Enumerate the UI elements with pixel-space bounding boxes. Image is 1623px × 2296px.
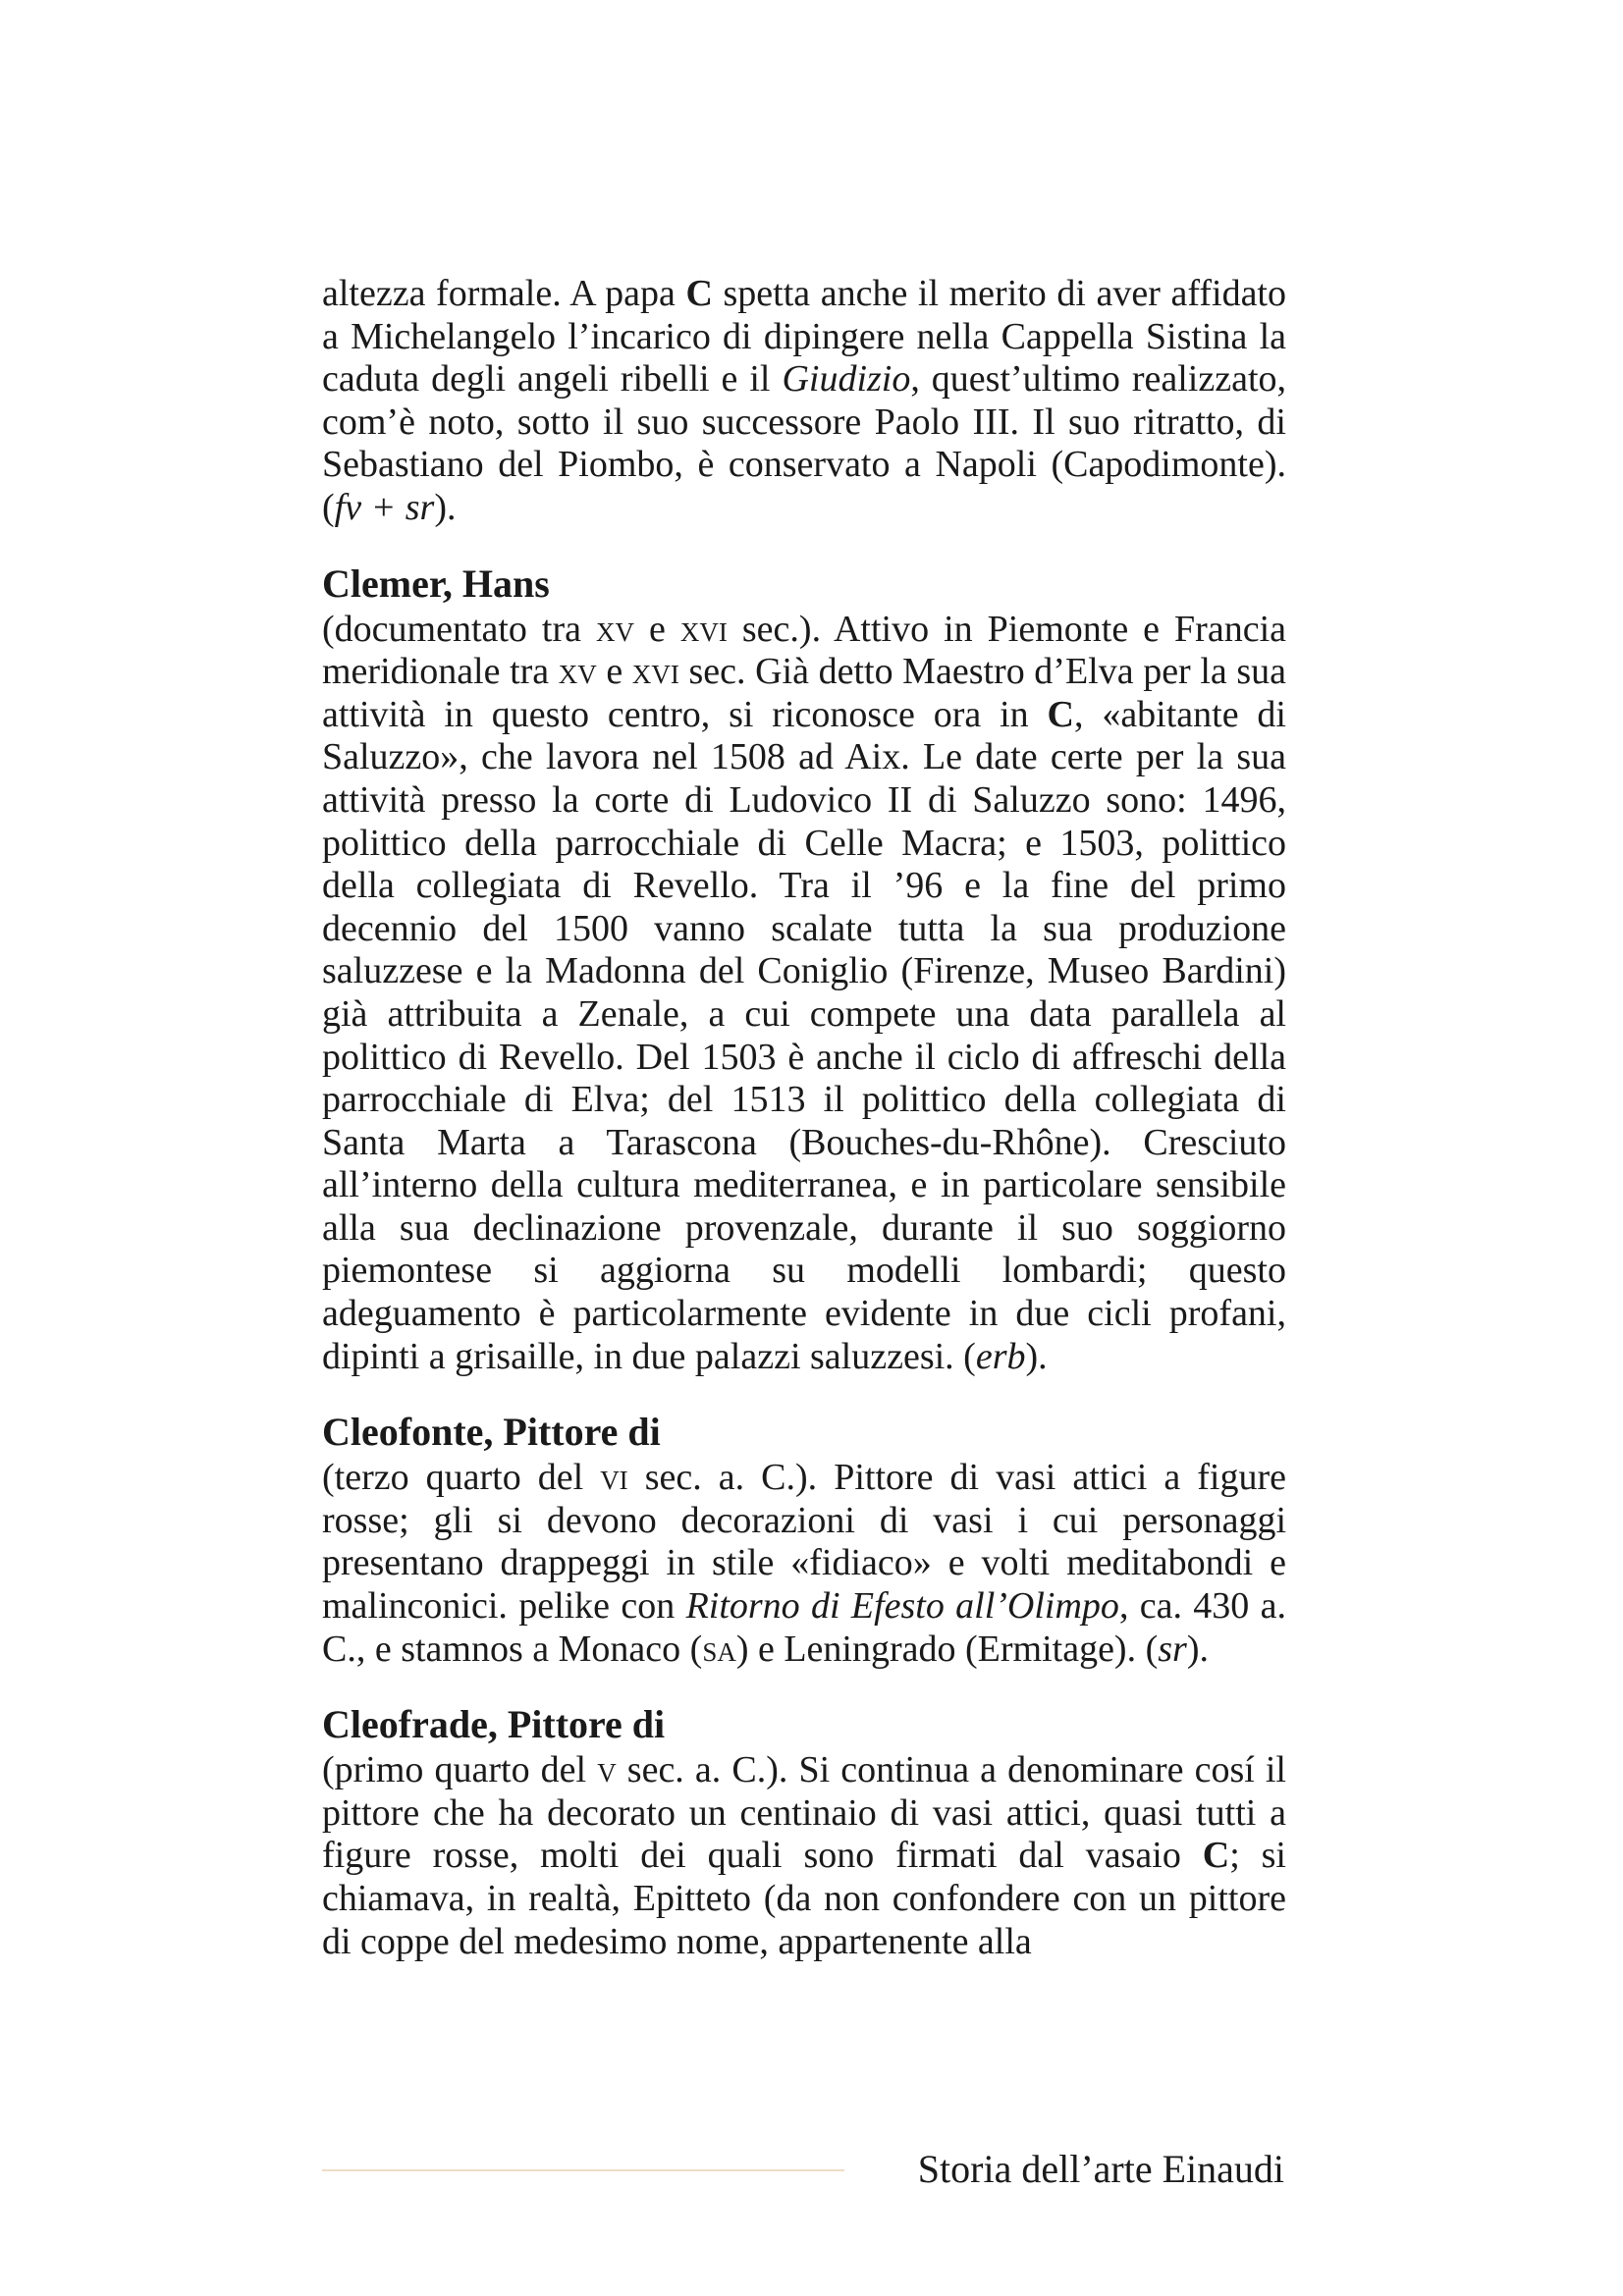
text-run: ; si chiamava, in realtà, Epitteto (da non confondere con un pittore di coppe del medesimo nome, appartenente alla bbox=[322, 1835, 1286, 1962]
italic-run: Ritorno di Efesto all’Olimpo bbox=[685, 1585, 1119, 1628]
entry-title-cleofrade: Cleofrade, Pittore di bbox=[322, 1702, 666, 1747]
century-numeral: xvi bbox=[631, 651, 679, 693]
text-run: e bbox=[634, 608, 680, 650]
entry-body-cleofrade bbox=[322, 1749, 1286, 1963]
century-numeral: v bbox=[597, 1749, 617, 1791]
text-run: sec. a. C.). Si continua a denominare cosí il pittore che ha decorato un centinaio di vasi attici, quasi tutti a figure rosse, molti dei quali sono firmati dal vasaio bbox=[322, 1749, 1286, 1877]
author-initials: fv + sr bbox=[334, 486, 435, 528]
author-initials: erb bbox=[975, 1335, 1026, 1377]
text-run: , quest’ultimo realizzato, com’è noto, sotto il suo successore Paolo III. Il suo ritratto, di Sebastiano del Piombo, è conservato a Napoli (Capodimonte). ( bbox=[322, 358, 1287, 528]
bold-run: C bbox=[685, 273, 713, 314]
page-body bbox=[322, 273, 1286, 1963]
text-run: e bbox=[596, 651, 632, 693]
text-run: sec. a. C.). Pittore di vasi attici a figure rosse; gli si devono decorazioni di vasi i cui personaggi presentano drappeggi in stile «fidiaco» e volti meditabondi e malinconici. pelike con bbox=[322, 1457, 1286, 1628]
text-run: , «abitante di Saluzzo», che lavora nel 1508 ad Aix. Le date certe per la sua attività presso la corte di Ludovico II di Saluzzo sono: 1496, polittico della parrocchiale di Celle Macra; e 1503, polittico della collegiata di Revello. Tra il ’96 e la fine del primo decennio del 1500 vanno scalate tutta la sua produzione saluzzese e la Madonna del Coniglio (Firenze, Museo Bardini) già attribuita a Zenale, a cui compete una data parallela al polittico di Revello. Del 1503 è anche il ciclo di affreschi della parrocchiale di Elva; del 1513 il polittico della collegiata di Santa Marta a Tarascona (Bouches-du-Rhône). Cresciuto all’interno della cultura mediterranea, e in particolare sensibile alla sua declinazione provenzale, durante il suo soggiorno piemontese si aggiorna su modelli lombardi; questo adeguamento è particolarmente evidente in due cicli profani, dipinti a grisaille, in due palazzi saluzzesi. ( bbox=[322, 693, 1286, 1377]
entry-body-cleofonte bbox=[322, 1457, 1286, 1671]
text-run: ). bbox=[1025, 1335, 1048, 1377]
text-run: ). bbox=[434, 486, 457, 528]
text-run: , ca. 430 a. C., e stamnos a Monaco ( bbox=[322, 1585, 1286, 1670]
text-run: sec.). Attivo in Piemonte e Francia meridionale tra bbox=[322, 608, 1286, 693]
text-run: (primo quarto del bbox=[322, 1749, 598, 1791]
century-numeral: xv bbox=[558, 651, 597, 693]
entry-body-clemer bbox=[322, 609, 1286, 1379]
century-numeral: xv bbox=[596, 608, 635, 650]
museum-abbreviation: sa bbox=[702, 1628, 736, 1670]
continuation-paragraph bbox=[322, 273, 1286, 530]
century-numeral: vi bbox=[600, 1457, 628, 1499]
text-run: sec. Già detto Maestro d’Elva per la sua attività in questo centro, si riconosce ora in bbox=[322, 651, 1287, 735]
text-run: (terzo quarto del bbox=[322, 1457, 601, 1499]
footer-publisher: Storia dell’arte Einaudi bbox=[917, 2147, 1284, 2191]
entry-title-cleofonte: Cleofonte, Pittore di bbox=[322, 1410, 661, 1455]
text-run: altezza formale. A papa bbox=[322, 273, 686, 314]
text-run: ). bbox=[1186, 1628, 1209, 1670]
footer-rule bbox=[322, 2169, 844, 2171]
author-initials: sr bbox=[1158, 1628, 1187, 1670]
text-run: spetta anche il merito di aver affidato a Michelangelo l’incarico di dipingere nella Cappella Sistina la caduta degli angeli ribelli e il bbox=[322, 273, 1286, 400]
bold-run: C bbox=[1047, 693, 1074, 735]
entry-title-clemer: Clemer, Hans bbox=[322, 561, 550, 606]
text-run: (documentato tra bbox=[322, 608, 597, 650]
text-run: ) e Leningrado (Ermitage). ( bbox=[735, 1628, 1159, 1670]
bold-run: C bbox=[1202, 1835, 1230, 1877]
century-numeral: xvi bbox=[679, 608, 728, 650]
italic-run: Giudizio bbox=[782, 358, 911, 400]
